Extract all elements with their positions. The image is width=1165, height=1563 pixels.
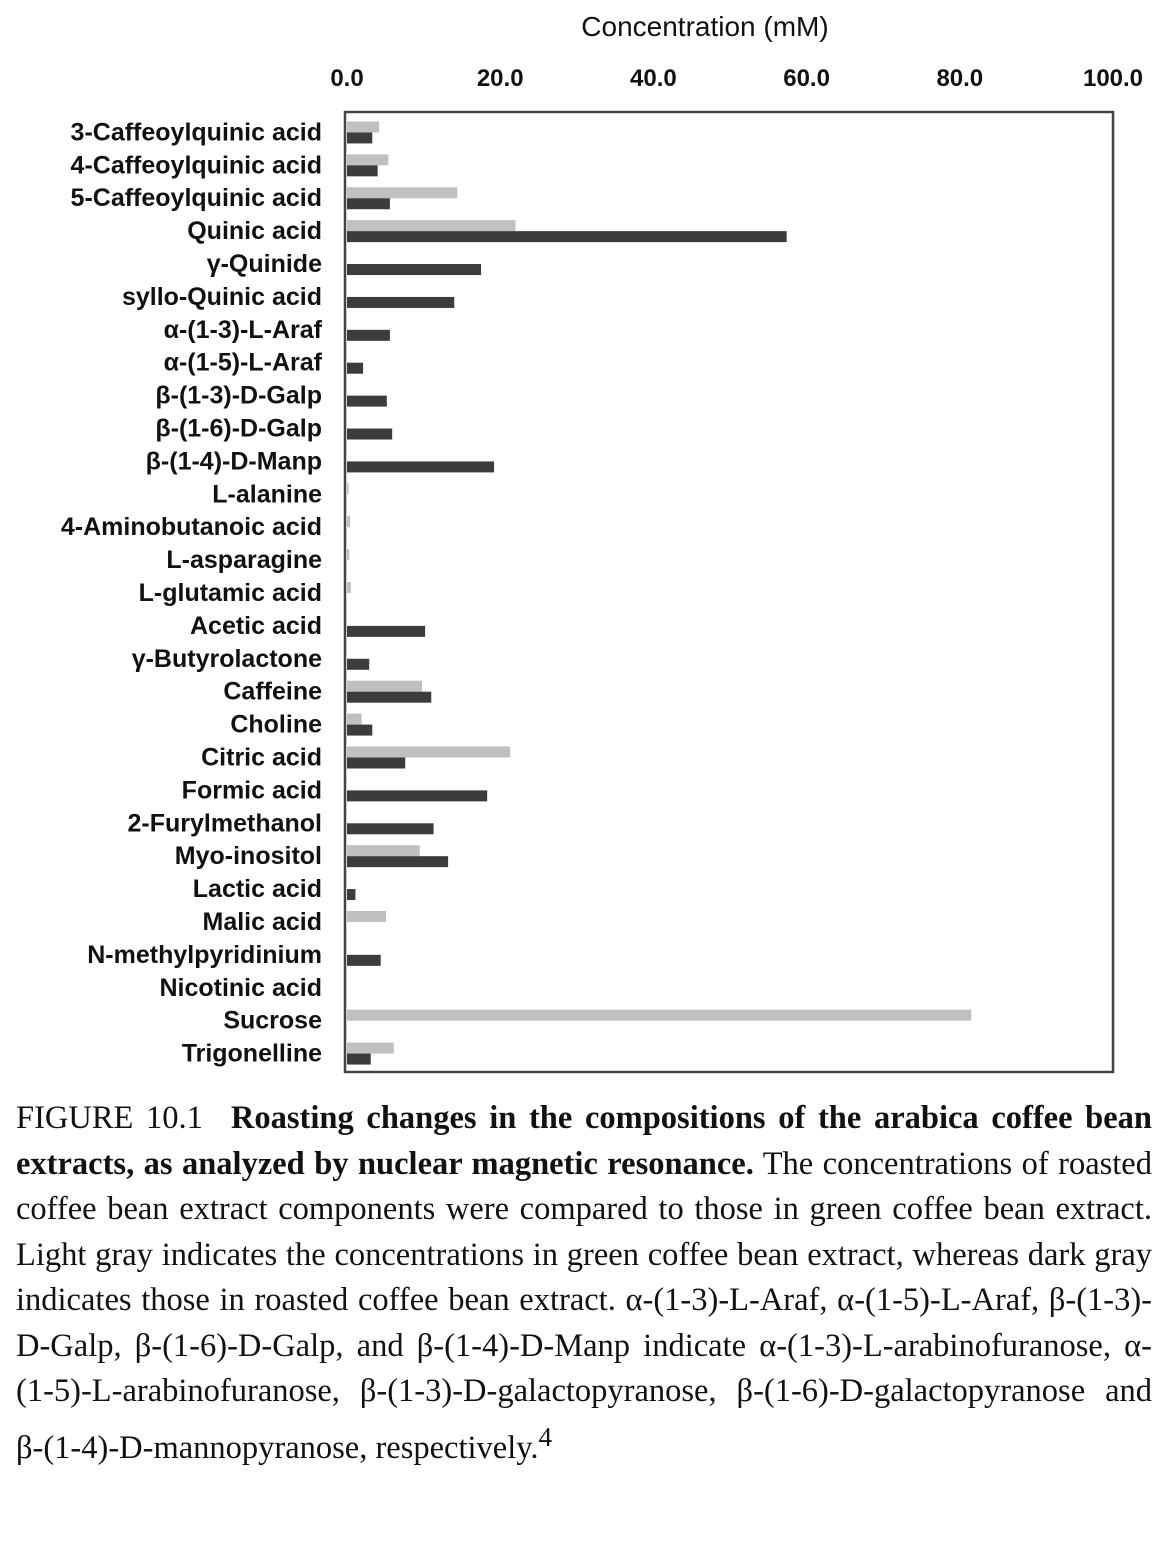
plot-frame bbox=[345, 112, 1113, 1072]
bar-green-extract bbox=[347, 220, 516, 231]
x-tick-label: 80.0 bbox=[936, 65, 984, 92]
bar-green-extract bbox=[347, 746, 510, 757]
category-label: Quinic acid bbox=[187, 217, 322, 246]
x-axis-ticks bbox=[330, 65, 1143, 92]
category-label: Malic acid bbox=[202, 907, 322, 936]
x-tick-label: 20.0 bbox=[476, 65, 524, 92]
category-label: Formic acid bbox=[181, 776, 322, 805]
category-label: Choline bbox=[230, 710, 322, 739]
x-tick-label: 100.0 bbox=[1082, 65, 1144, 92]
bar-roasted-extract bbox=[347, 461, 494, 472]
bar-green-extract bbox=[347, 483, 349, 494]
bar-roasted-extract bbox=[347, 955, 381, 966]
bar-green-extract bbox=[347, 1043, 394, 1054]
bar-roasted-extract bbox=[347, 823, 434, 834]
category-label: Trigonelline bbox=[181, 1039, 322, 1068]
category-label: 3-Caffeoylquinic acid bbox=[70, 118, 322, 147]
bar-roasted-extract bbox=[347, 692, 431, 703]
figure-caption-body: The concentrations of roasted coffee bean extract components were compared to those in green coffee bean extract. Light gray indicates the concentrations in green coffee bean extract, whereas dark gray indicates those in roasted coffee bean extract. α-(1-3)-L-Araf, α-(1-5)-L-Araf, β-(1-3)-D-Galp, β-(1-6)-D-Galp, and β-(1-4)-D-Manp indicate α-(1-3)-L-arabinofuranose, α-(1-5)-L-arabinofuranose, β-(1-3)-D-galactopyranose, β-(1-6)-D-galactopyranose and β-(1-4)-D-mannopyranose, respectively. bbox=[16, 1145, 1152, 1466]
bar-roasted-extract bbox=[347, 889, 355, 900]
bar-green-extract bbox=[347, 681, 422, 692]
bar-green-extract bbox=[347, 516, 350, 527]
figure-number: FIGURE 10.1 bbox=[16, 1100, 203, 1136]
bar-green-extract bbox=[347, 845, 420, 856]
bar-roasted-extract bbox=[347, 330, 390, 341]
bar-roasted-extract bbox=[347, 725, 372, 736]
bar-roasted-extract bbox=[347, 626, 425, 637]
figure-title: Roasting changes in the compositions of the arabica coffee bean extracts, as analyzed by nuclear magnetic resonance. bbox=[16, 1100, 1152, 1182]
category-label: Myo-inositol bbox=[174, 842, 322, 871]
x-axis-title: Concentration (mM) bbox=[581, 11, 829, 42]
category-label: 4-Aminobutanoic acid bbox=[60, 513, 322, 542]
category-label: L-glutamic acid bbox=[138, 579, 322, 607]
bar-green-extract bbox=[347, 187, 457, 198]
category-label: Acetic acid bbox=[189, 611, 322, 640]
category-label: β-(1-6)-D-Galp bbox=[155, 414, 322, 443]
bar-green-extract bbox=[347, 582, 351, 593]
bar-roasted-extract bbox=[347, 429, 392, 440]
bar-roasted-extract bbox=[347, 757, 405, 768]
category-label: 2-Furylmethanol bbox=[127, 809, 322, 838]
bar-green-extract bbox=[347, 121, 379, 132]
bars bbox=[347, 121, 971, 1064]
reference-marker: 4 bbox=[538, 1421, 553, 1452]
category-label: γ-Butyrolactone bbox=[131, 644, 322, 673]
bar-roasted-extract bbox=[347, 297, 454, 308]
bar-roasted-extract bbox=[347, 856, 448, 867]
bar-green-extract bbox=[347, 549, 349, 560]
bar-roasted-extract bbox=[347, 132, 372, 143]
category-labels bbox=[61, 118, 323, 1067]
bar-roasted-extract bbox=[347, 264, 481, 275]
x-tick-label: 60.0 bbox=[783, 65, 830, 92]
category-label: L-asparagine bbox=[166, 546, 322, 575]
category-label: α-(1-5)-L-Araf bbox=[163, 348, 322, 377]
category-label: syllo-Quinic acid bbox=[121, 282, 322, 311]
category-label: β-(1-4)-D-Manp bbox=[145, 447, 322, 476]
category-label: N-methylpyridinium bbox=[87, 940, 322, 969]
x-tick-label: 40.0 bbox=[630, 65, 677, 92]
category-label: Citric acid bbox=[201, 743, 322, 772]
figure-caption bbox=[16, 1096, 1152, 1471]
bar-green-extract bbox=[347, 154, 388, 165]
category-label: Caffeine bbox=[223, 677, 322, 706]
bar-roasted-extract bbox=[347, 165, 378, 176]
bar-roasted-extract bbox=[347, 1054, 371, 1065]
bar-roasted-extract bbox=[347, 396, 387, 407]
category-label: α-(1-3)-L-Araf bbox=[163, 315, 322, 344]
bar-roasted-extract bbox=[347, 659, 369, 670]
x-tick-label: 0.0 bbox=[330, 65, 364, 92]
category-label: Lactic acid bbox=[192, 875, 322, 904]
bar-roasted-extract bbox=[347, 198, 390, 209]
category-label: 5-Caffeoylquinic acid bbox=[70, 184, 322, 213]
category-label: β-(1-3)-D-Galp bbox=[155, 381, 322, 410]
category-label: L-alanine bbox=[212, 480, 322, 509]
bar-green-extract bbox=[347, 714, 362, 725]
bar-roasted-extract bbox=[347, 363, 363, 374]
category-label: Nicotinic acid bbox=[159, 973, 322, 1002]
bar-green-extract bbox=[347, 911, 386, 922]
bar-green-extract bbox=[347, 1010, 971, 1021]
bar-roasted-extract bbox=[347, 231, 787, 242]
category-label: γ-Quinide bbox=[206, 250, 322, 279]
category-label: 4-Caffeoylquinic acid bbox=[70, 151, 322, 180]
category-label: Sucrose bbox=[223, 1006, 322, 1035]
bar-roasted-extract bbox=[347, 790, 487, 801]
